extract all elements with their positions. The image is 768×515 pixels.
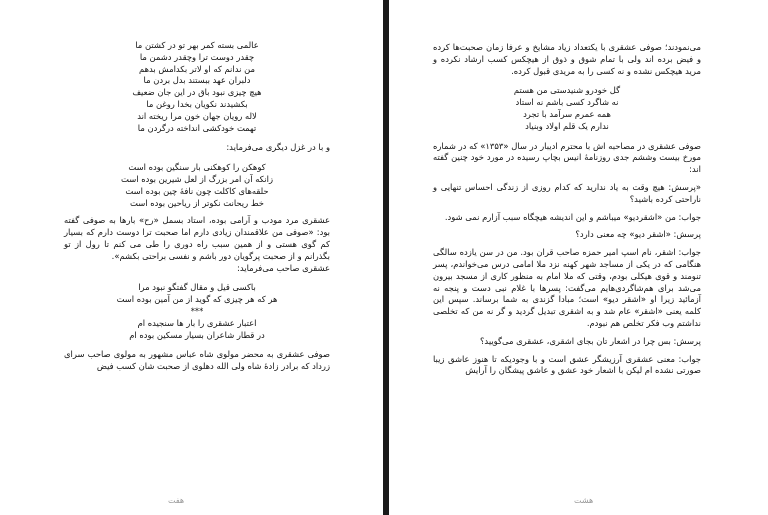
- answer: جواب: من «اشقردیو» میباشم و این اندیشه هیچگاه سبب آزارم نمی شود.: [444, 211, 701, 222]
- poem-line: هر که هر چیزی که گوید از من آمین بوده است: [116, 294, 278, 305]
- poem-line: در قطار شاعران بسیار مسکین بوده ام: [129, 329, 265, 340]
- right-page-content: [433, 42, 701, 377]
- question: «پرسش: هیچ وقت به یاد ندارید که کدام روزی از زندگی احساس تنهایی و ناراحتی کرده باشید؟: [433, 181, 701, 204]
- left-page-content: [64, 40, 330, 373]
- poem-line: زانکه آن امر بزرگ از لعل شیرین بوده است: [120, 173, 274, 184]
- paragraph: می‌نمودند؛ صوفی عشقری با یکتعداد زیاد مشایخ و عرفا زمان صحبت‌ها کرده و فیض برده اند ولی با تمام شوق و ذوق از هیچکس کسب ارشاد نکرده و مرید هیچکس نشده و نه کسی را به مریدی قبول کرده.: [433, 42, 701, 76]
- poem-line: کوهکن را کوهکنی بار سنگین بوده است: [128, 162, 266, 173]
- poem-verse: [433, 85, 701, 132]
- poem-line: ندارم یک قلم اولاد وبنیاد: [525, 120, 609, 131]
- paragraph: صوفی عشقری به محضر مولوی شاه عباس مشهور به مولوی صاحب سرای زرداد که برادر زادۀ شاه ولی الله دهلوی از صحبت شان کسب فیض: [64, 349, 330, 372]
- poem-line: حلقه‌های کاکلت چون نافۀ چین بوده است: [125, 185, 269, 196]
- poem-line: من ندانم که او لاتر بکدامش بدهم: [139, 63, 255, 74]
- paragraph: عشقری مرد مودب و آرامی بوده، استاد بسمل «رح» بارها به صوفی گفته بود: «صوفی من علاقمندان زیادی دارم اما صحبت ترا دوست دارم که بسیار کم گوی هستی و از همین سبب راه دوری را طی می کنم تا رول از تو بگذرانم و از صحبت پرگویان دور باشم و نفسی براحتی بکشم».: [64, 215, 330, 261]
- poem-line: اعتبار عشقری را بار ها سنجیده ام: [137, 317, 257, 328]
- poem-line: دلبران عهد ببستند بدل بردن ما: [143, 75, 251, 86]
- poem-line: هیچ چیزی نبود باق در این جان ضعیف: [132, 87, 262, 98]
- poem-line: خط ریحانت نکوتر از ریاحین بوده است: [130, 197, 264, 208]
- verse-separator: ***: [190, 305, 204, 316]
- poem-line: تهمت خودکشی انداخته درگردن ما: [137, 122, 257, 133]
- left-page: [0, 0, 383, 515]
- answer: جواب: معنی عشقری آرزیشگر عشق است و با وجودیکه تا هنوز عاشق زیبا صورتی نشده ام لیکن با اشعار خود عشق و عاشق پیشگان را آرایش: [433, 353, 701, 376]
- page-number: هشت: [574, 496, 594, 505]
- question: پرسش: بس چرا در اشعار تان بجای اشقری، عشقری می‌گویید؟: [479, 335, 701, 346]
- poem-line: بکشیدند نکویان بخدا روغن ما: [146, 98, 248, 109]
- poem-line: نه شاگرد کسی باشم نه استاد: [515, 97, 619, 108]
- right-page: [389, 0, 768, 515]
- poem-line: همه عمرم سرآمد با تجرد: [523, 108, 611, 119]
- intro-text: و با در غزل دیگری می‌فرماید:: [226, 142, 330, 153]
- poem-line: چقدر دوست ترا وچقدر دشمن ما: [139, 51, 255, 62]
- question: پرسش: «اشقر دیو» چه معنی دارد؟: [575, 229, 701, 240]
- poem-ghazal-1: [64, 40, 330, 134]
- poem-line: لاله رویان جهان خون مرا ریخته اند: [137, 110, 257, 121]
- answer: جواب: اشقر، نام اسپ امیر حمزه صاحب قران بود. من در سن یازده سالگی هنگامی که در یکی از مساجد شهر کهنه نزد ملا امامی درس می‌خواندم، پسر تنومند و قوی هیکلی بودم، وقتی که ملا امام به منظور کاری از مسجد بیرون می‌شد برای هم‌شاگردی‌هایم می‌گفت: پسرها با غلام نبی دست و پنجه نه آزمائید زیرا او «اشقر دیو» است؛ مبادا گزندی به شما برساند. سپس این کلمه یعنی «اشقر» عام شد و به اشقری تبدیل گردید و گر نه من که تخلصی نداشتم وب فکر تخلص هم نبودم.: [433, 247, 701, 328]
- page-number: هفت: [168, 496, 185, 505]
- poem-line: گل خودرو شنیدستی من هستم: [513, 85, 621, 96]
- poem-verse-3: [64, 282, 330, 341]
- paragraph: صوفی عشقری در مصاحبه اش با محترم ادیبار در سال «۱۳۵۳» که در شماره مورخ بیست وششم جدی روزنامۀ انیس بچاپ رسیده در مورد خود چنین گفته اند:: [433, 140, 701, 175]
- poem-line: عالمی بسته کمر بهر تو در کشتن ما: [135, 40, 259, 50]
- intro-text: عشقری صاحب می‌فرماید:: [237, 262, 330, 273]
- poem-ghazal-2: [64, 162, 330, 209]
- poem-line: باکسی قیل و مقال گفتگو نبود مرا: [138, 282, 256, 293]
